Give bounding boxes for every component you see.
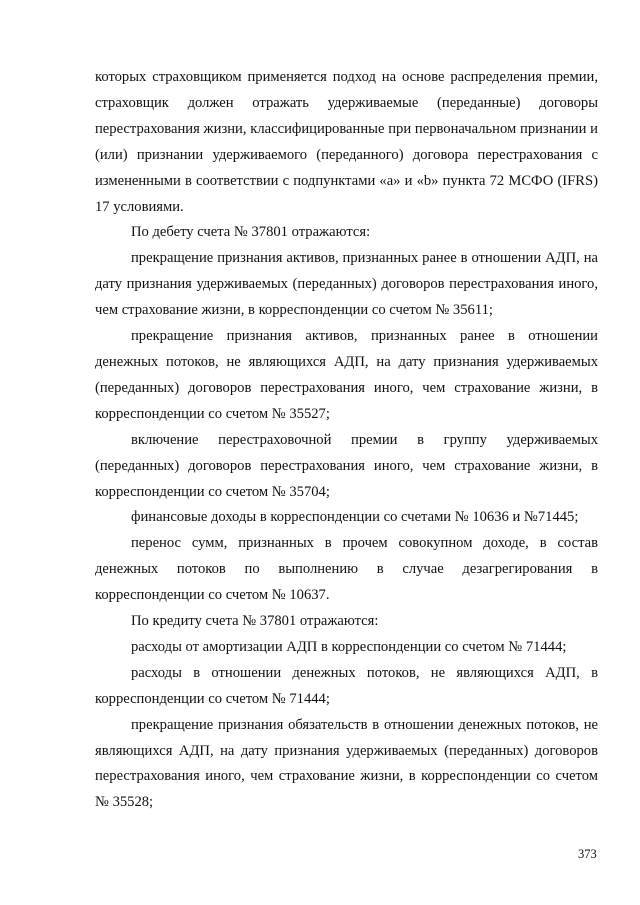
paragraph-credit-item-1: расходы от амортизации АДП в корреспонденции со счетом № 71444; <box>131 638 567 655</box>
paragraph-debit-item-3: включение перестраховочной премии в группу удерживаемых (переданных) договоров перестрахования иного, чем страхование жизни, в корреспонденции со счетом № 35704; <box>95 431 598 500</box>
paragraph-credit-item-3: прекращение признания обязательств в отношении денежных потоков, не являющихся АДП, на дату признания удерживаемых (переданных) договоров перестрахования иного, чем страхование жизни, в корреспонденции со счетом № 35528; <box>95 716 598 811</box>
paragraph-debit-heading: По дебету счета № 37801 отражаются: <box>131 224 371 241</box>
document-body <box>95 65 598 816</box>
paragraph-debit-item-1: прекращение признания активов, признанных ранее в отношении АДП, на дату признания удерживаемых (переданных) договоров перестрахования иного, чем страхование жизни, в корреспонденции со счетом № 35611; <box>95 250 598 319</box>
paragraph-credit-heading: По кредиту счета № 37801 отражаются: <box>131 613 379 630</box>
paragraph-debit-item-5: перенос сумм, признанных в прочем совокупном доходе, в состав денежных потоков по выполнению в случае дезагрегирования в корреспонденции со счетом № 10637. <box>95 535 598 604</box>
page-number: 373 <box>578 847 597 861</box>
paragraph-debit-item-2: прекращение признания активов, признанных ранее в отношении денежных потоков, не являющихся АДП, на дату признания удерживаемых (переданных) договоров перестрахования иного, чем страхование жизни, в корреспонденции со счетом № 35527; <box>95 328 598 422</box>
paragraph-continuation: которых страховщиком применяется подход на основе распределения премии, страховщик должен отражать удерживаемые (переданные) договоры перестрахования жизни, классифицированные при первоначальном признании и (или) признании удерживаемого (переданного) договора перестрахования с измененными в соответствии с подпунктами «а» и «b» пункта 72 МСФО (IFRS) 17 условиями. <box>95 69 598 215</box>
paragraph-debit-item-4: финансовые доходы в корреспонденции со счетами № 10636 и №71445; <box>131 509 579 526</box>
paragraph-credit-item-2: расходы в отношении денежных потоков, не являющихся АДП, в корреспонденции со счетом № 71444; <box>95 664 598 707</box>
